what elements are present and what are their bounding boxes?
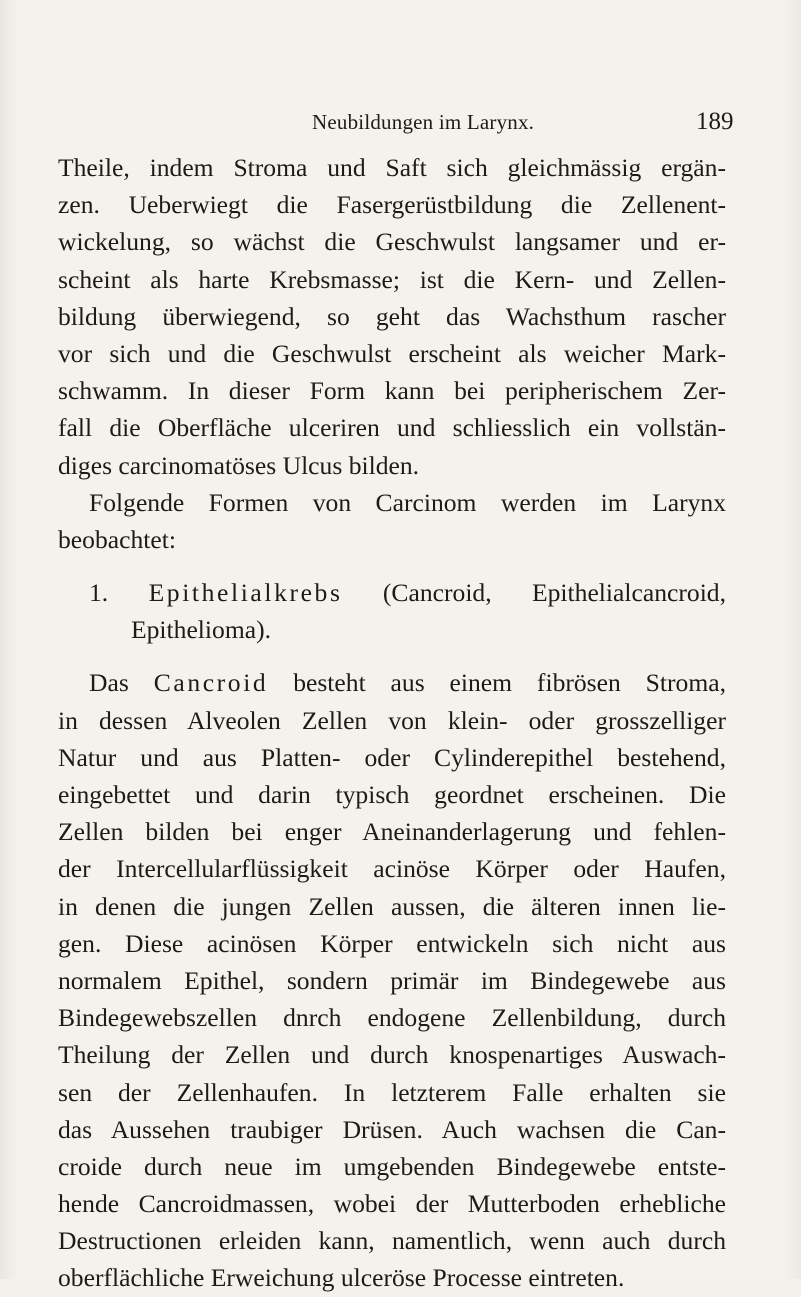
page-header	[0, 108, 801, 144]
text-line: in denen die jungen Zellen aussen, die älteren innen lie-	[58, 891, 726, 921]
text-line	[58, 664, 726, 701]
text-line: normalem Epithel, sondern primär im Bindegewebe aus	[58, 965, 726, 995]
text-line: hende Cancroidmassen, wobei der Mutterboden erhebliche	[58, 1189, 726, 1219]
text-line: croide durch neue im umgebenden Bindegewebe entste-	[58, 1151, 726, 1181]
text-line: sen der Zellenhaufen. In letzterem Falle erhalten sie	[58, 1077, 726, 1107]
text-line: in dessen Alveolen Zellen von klein- oder grosszelliger	[58, 705, 726, 735]
text-line: oberflächliche Erweichung ulceröse Processe eintreten.	[58, 1263, 625, 1293]
list-heading-continuation: Epithelioma).	[131, 615, 272, 645]
text-line: Folgende Formen von Carcinom werden im Larynx	[89, 487, 726, 517]
text-line: Destructionen erleiden kann, namentlich, wenn auch durch	[58, 1226, 726, 1256]
text-line: eingebettet und darin typisch geordnet erscheinen. Die	[58, 780, 726, 809]
text-line: das Aussehen traubiger Drüsen. Auch wachsen die Can-	[58, 1114, 726, 1144]
list-term: Epithelialkrebs	[148, 578, 343, 608]
paragraph-gap	[58, 648, 726, 664]
running-head: Neubildungen im Larynx.	[312, 110, 535, 134]
emphasized-term: Cancroid	[153, 668, 269, 698]
text-line: zen. Ueberwiegt die Fasergerüstbildung die Zellenent-	[58, 190, 726, 220]
text-line: beobachtet:	[58, 524, 176, 554]
text-line: fall die Oberfläche ulceriren und schliesslich ein vollstän-	[58, 413, 726, 443]
lead-word: Das	[89, 668, 129, 698]
body-text	[58, 149, 726, 1297]
text-line: bildung überwiegend, so geht das Wachsthum rascher	[58, 301, 726, 331]
list-number: 1.	[89, 578, 109, 608]
text-line: schwamm. In dieser Form kann bei peripherischem Zer-	[58, 376, 726, 406]
text-line: Zellen bilden bei enger Aneinanderlagerung und fehlen-	[58, 817, 726, 847]
text-line: vor sich und die Geschwulst erscheint als weicher Mark-	[58, 338, 726, 368]
text-line: scheint als harte Krebsmasse; ist die Kern- und Zellen-	[58, 264, 726, 294]
list-heading	[58, 574, 726, 611]
page-number: 189	[696, 108, 734, 135]
text-line: Theilung der Zellen und durch knospenartiges Auswach-	[58, 1040, 726, 1070]
text-line: Bindegewebszellen dnrch endogene Zellenbildung, durch	[58, 1003, 726, 1033]
paragraph-gap	[58, 558, 726, 574]
text-line: wickelung, so wächst die Geschwulst langsamer und er-	[58, 227, 726, 257]
text-line: gen. Diese acinösen Körper entwickeln sich nicht aus	[58, 928, 726, 958]
lead-rest: besteht aus einem fibrösen Stroma,	[293, 668, 726, 698]
text-line: diges carcinomatöses Ulcus bilden.	[58, 450, 420, 480]
list-term-rest: (Cancroid, Epithelialcancroid,	[382, 578, 726, 608]
text-line: der Intercellularflüssigkeit acinöse Körper oder Haufen,	[58, 854, 726, 884]
text-line: Natur und aus Platten- oder Cylinderepithel bestehend,	[58, 742, 726, 772]
text-line: Theile, indem Stroma und Saft sich gleichmässig ergän-	[58, 153, 726, 182]
